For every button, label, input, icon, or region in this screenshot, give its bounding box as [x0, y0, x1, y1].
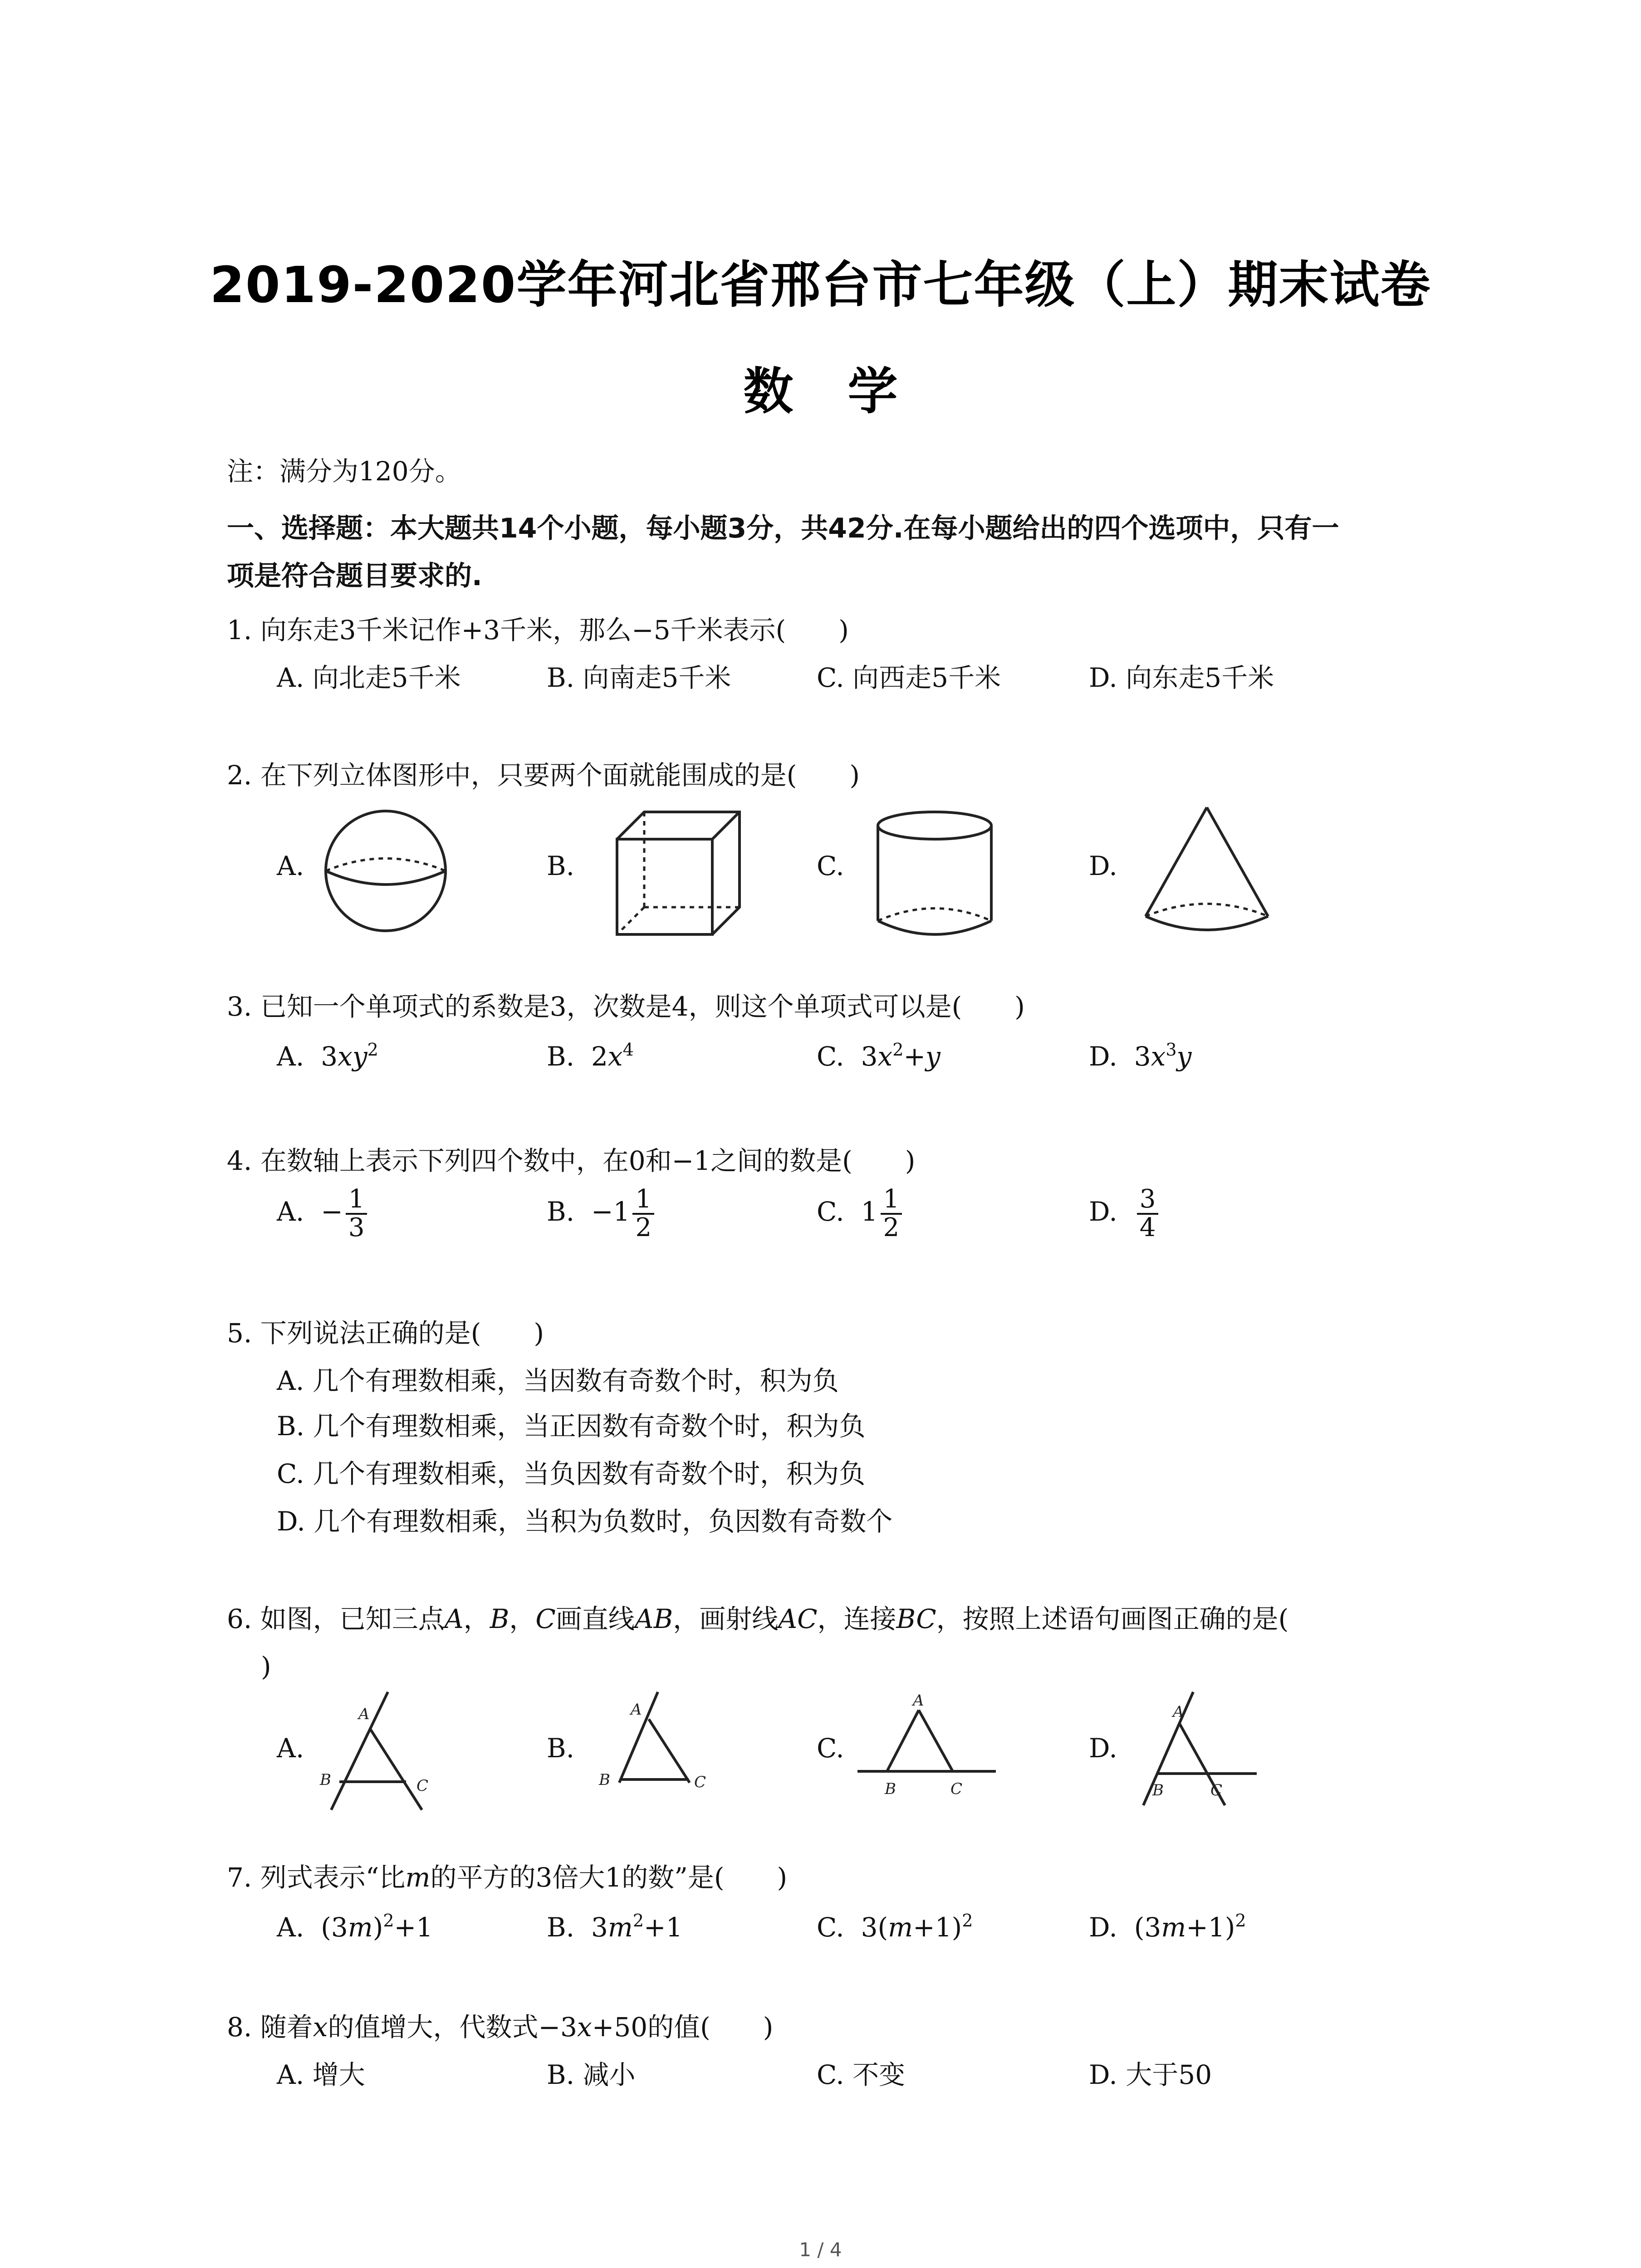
question-3-stem: 3. 已知一个单项式的系数是3，次数是4，则这个单项式可以是( )	[227, 991, 1025, 1022]
q3-option-c: C. $3x^2+y$	[817, 1040, 941, 1072]
point-label-c: C	[416, 1777, 429, 1795]
point-label-c: C	[1210, 1781, 1223, 1799]
question-5-stem: 5. 下列说法正确的是( )	[227, 1318, 544, 1349]
q6-option-c: C.	[817, 1733, 844, 1764]
q8-option-d: D. 大于50	[1089, 2059, 1212, 2090]
point-label-c: C	[950, 1780, 963, 1798]
q3-option-d: D. $3x^3y$	[1089, 1040, 1192, 1072]
page-number: 1 / 4	[799, 2239, 842, 2261]
question-8-stem: 8. 随着x的值增大，代数式−3x+50的值( )	[227, 2012, 774, 2043]
q6-option-d: D.	[1089, 1733, 1117, 1764]
question-2-stem: 2. 在下列立体图形中，只要两个面就能围成的是( )	[227, 760, 860, 791]
score-note: 注：满分为120分。	[227, 456, 461, 487]
q5-option-c: C. 几个有理数相乘，当负因数有奇数个时，积为负	[277, 1458, 866, 1489]
q2-option-a: A.	[277, 850, 304, 881]
sphere-icon	[318, 807, 463, 934]
point-label-b: B	[320, 1771, 331, 1789]
q6-figure-d	[1130, 1692, 1275, 1814]
section-heading-cont: 项是符合题目要求的.	[227, 560, 482, 592]
q8-option-c: C. 不变	[817, 2059, 906, 2090]
cylinder-icon	[867, 807, 1003, 939]
q1-option-d: D. 向东走5千米	[1089, 662, 1274, 693]
q5-option-b: B. 几个有理数相乘，当正因数有奇数个时，积为负	[277, 1411, 866, 1442]
q8-option-b: B. 减小	[547, 2059, 636, 2090]
q6-option-b: B.	[547, 1733, 575, 1764]
q3-option-b: B. $2x^4$	[547, 1040, 634, 1072]
cone-icon	[1139, 803, 1275, 943]
point-label-a: A	[358, 1705, 370, 1723]
q7-option-a: A. $(3m)^2+1$	[277, 1911, 433, 1943]
question-4-stem: 4. 在数轴上表示下列四个数中，在0和−1之间的数是( )	[227, 1145, 916, 1176]
point-label-b: B	[1152, 1781, 1164, 1799]
q5-option-d: D. 几个有理数相乘，当积为负数时，负因数有奇数个	[277, 1506, 893, 1537]
q7-option-d: D. $(3m+1)^2$	[1089, 1911, 1246, 1943]
q6-figure-a	[313, 1692, 449, 1814]
q2-option-b: B.	[547, 850, 575, 881]
point-label-b: B	[599, 1771, 610, 1789]
q4-option-c: C. 1 $\frac{1}{2}$	[817, 1186, 905, 1242]
q7-option-b: B. $3m^2+1$	[547, 1911, 683, 1943]
q5-option-a: A. 几个有理数相乘，当因数有奇数个时，积为负	[277, 1365, 839, 1396]
q3-option-a: A. $3xy^2$	[277, 1040, 378, 1072]
q8-option-a: A. 增大	[277, 2059, 365, 2090]
q6-figure-b	[585, 1692, 721, 1814]
q1-option-c: C. 向西走5千米	[817, 662, 1001, 693]
q2-option-c: C.	[817, 850, 844, 881]
q1-option-a: A. 向北走5千米	[277, 662, 461, 693]
section-heading: 一、选择题：本大题共14个小题，每小题3分，共42分.在每小题给出的四个选项中，只有一	[227, 513, 1339, 544]
q4-option-b: B. −1 $\frac{1}{2}$	[547, 1186, 657, 1242]
q1-option-b: B. 向南走5千米	[547, 662, 731, 693]
q4-option-a: A. − $\frac{1}{3}$	[277, 1186, 370, 1242]
q4-option-d: D. $\frac{3}{4}$	[1089, 1186, 1161, 1242]
point-label-a: A	[913, 1691, 924, 1710]
question-6-stem: 6. 如图，已知三点A，B，C画直线AB，画射线AC，连接BC，按照上述语句画图正确的是(	[227, 1603, 1289, 1634]
cube-icon	[608, 807, 744, 939]
point-label-a: A	[631, 1701, 642, 1719]
q6-option-a: A.	[277, 1733, 304, 1764]
exam-title: 2019-2020学年河北省邢台市七年级（上）期末试卷	[210, 256, 1431, 314]
point-label-c: C	[694, 1773, 706, 1791]
question-7-stem: 7. 列式表示“比m的平方的3倍大1的数”是( )	[227, 1862, 788, 1893]
subject-title: 数学	[743, 362, 952, 420]
q6-figure-c	[857, 1692, 1003, 1814]
point-label-a: A	[1173, 1703, 1184, 1721]
question-1-stem: 1. 向东走3千米记作+3千米，那么−5千米表示( )	[227, 615, 849, 645]
q2-option-d: D.	[1089, 850, 1117, 881]
question-6-stem-cont: )	[261, 1651, 271, 1682]
point-label-b: B	[885, 1780, 896, 1798]
q7-option-c: C. $3(m+1)^2$	[817, 1911, 973, 1943]
